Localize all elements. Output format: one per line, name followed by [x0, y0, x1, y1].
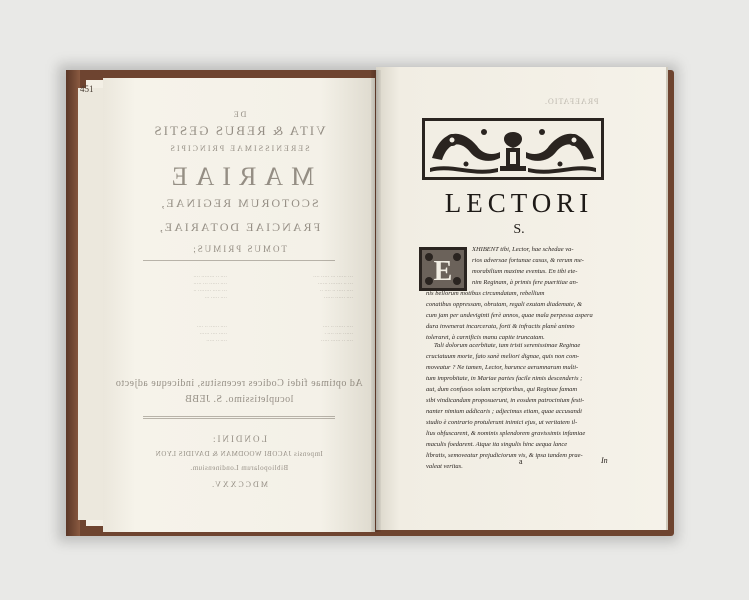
paragraph-2 — [426, 340, 622, 472]
decorated-initial-icon — [419, 247, 467, 291]
showthrough-tomus: TOMUS PRIMUS; — [191, 244, 287, 254]
showthrough-principis: SERENISSIMAE PRINCIPIS — [168, 144, 310, 153]
showthrough-de: DE — [231, 110, 247, 119]
showthrough-rule — [143, 260, 335, 261]
showthrough-editor-1: Ad optimae fidei Codices recensitus, indiceque adjecto — [115, 378, 363, 389]
text-line: nis bellorum motibus circumdatam, rebellium — [426, 290, 545, 297]
text-line: rios adversae fortunae casus, & rerum me- — [472, 257, 584, 264]
showthrough-date: MDCCXXV. — [210, 480, 268, 489]
showthrough-vita: VITA & REBUS GESTIS — [152, 123, 326, 138]
text-line: sibi vindicandam proposuerunt, in eosdem patrocinium festi- — [426, 397, 585, 404]
text-line: nim Reginam, à primis fere pueritiae an- — [472, 279, 579, 286]
running-head-showthrough: PRAEFATIO. — [544, 97, 599, 106]
text-line: morabilium maxime eventus. En tibi ete- — [472, 268, 578, 275]
text-line: dura invenerat incarcerata, forti & infractis planè animo — [426, 323, 575, 330]
text-line: toleraret, à carnificis manu capite truncatam. — [426, 334, 545, 341]
text-line: libratis, semoveatur prejudiciorum vis, & ipsa tandem prae- — [426, 452, 583, 459]
showthrough-franciae: FRANCIAE DOTARIAE, — [157, 220, 321, 234]
showthrough-double-rule — [143, 416, 335, 419]
text-line: XHIBENT tibi, Lector, hae schedae va- — [472, 246, 574, 253]
left-page-showthrough — [103, 78, 375, 532]
text-line: aut, dum confusos solum scriptoribus, qui Reginae famam — [426, 386, 578, 393]
ornamental-headpiece-icon — [422, 118, 604, 180]
text-line: lius obfuscarent, & nominis splendorem gravissimis infamiae — [426, 430, 586, 437]
showthrough-column-left-2: ···· ······ ·· ···· ······ ···· ···· · ···· ·· ······ ····· — [320, 325, 353, 344]
text-line: studio è contrario protulerunt inimici ejus, ut veritatem il- — [426, 419, 578, 426]
text-line: cruciatuum morte, fato sanè meliori dignae, quis non com- — [426, 353, 580, 360]
showthrough-londini: LONDINI: — [211, 434, 267, 444]
page-folio-number: 451 — [80, 84, 94, 94]
showthrough-column-right: ···· ·· ········ ···· ···· ······ ··· ····· ··· ····· ········ ·· ···· ····· ··· — [193, 275, 227, 301]
showthrough-mariae: MARIAE — [163, 162, 315, 191]
text-line: conatibus oppressam, obrutam, regali exutam diademate, & — [426, 301, 583, 308]
book-gutter — [371, 70, 381, 532]
text-line: moveatur ? Ne tamen, Lector, harunce aerumnarum multi- — [426, 364, 579, 371]
text-line: maculis foedarent. Atque ita singulis hinc aequa lance — [426, 441, 568, 448]
text-line: Tali dolorum acerbitate, tam tristi serenissimae Reginae — [434, 342, 581, 349]
showthrough-scotorum: SCOTORUM REGINAE, — [159, 196, 319, 210]
text-line: tum improbitate, in Mariae partes facile nimis descenderis ; — [426, 375, 583, 382]
showthrough-editor-2: locupletissimo. S. JEBB — [184, 394, 294, 405]
showthrough-impensis: Impensis JACOBI WOODMAN & DAVIDIS LYON — [155, 450, 323, 458]
text-line: cum jam per undeviginti ferè annos, quae mala perpessa aspera — [426, 312, 593, 319]
signature-mark: a — [519, 457, 523, 466]
paragraph-1-intro — [472, 244, 622, 288]
showthrough-column-right-2: ···· ······ ·· ···· ····· ···· ······ ···· ·· ····· — [196, 325, 227, 344]
text-line: valeat veritas. — [426, 463, 463, 470]
page-subtitle: S. — [513, 222, 525, 237]
text-line: nanter nimium addicaris ; adjecimus etiam, quae accusandi — [426, 408, 582, 415]
paragraph-1 — [426, 288, 622, 343]
showthrough-column-left: ··· ······ ··· ····· ···· ··· ·· ········ ······ ···· ····· ·· ···· ·· ···· ······ ······ — [313, 275, 353, 301]
dropcap-letter: E — [433, 256, 453, 287]
catchword: In — [601, 456, 608, 465]
showthrough-bibliopolarum: Bibliopolarum Londinensium. — [189, 464, 289, 472]
page-title: LECTORI — [444, 188, 594, 218]
